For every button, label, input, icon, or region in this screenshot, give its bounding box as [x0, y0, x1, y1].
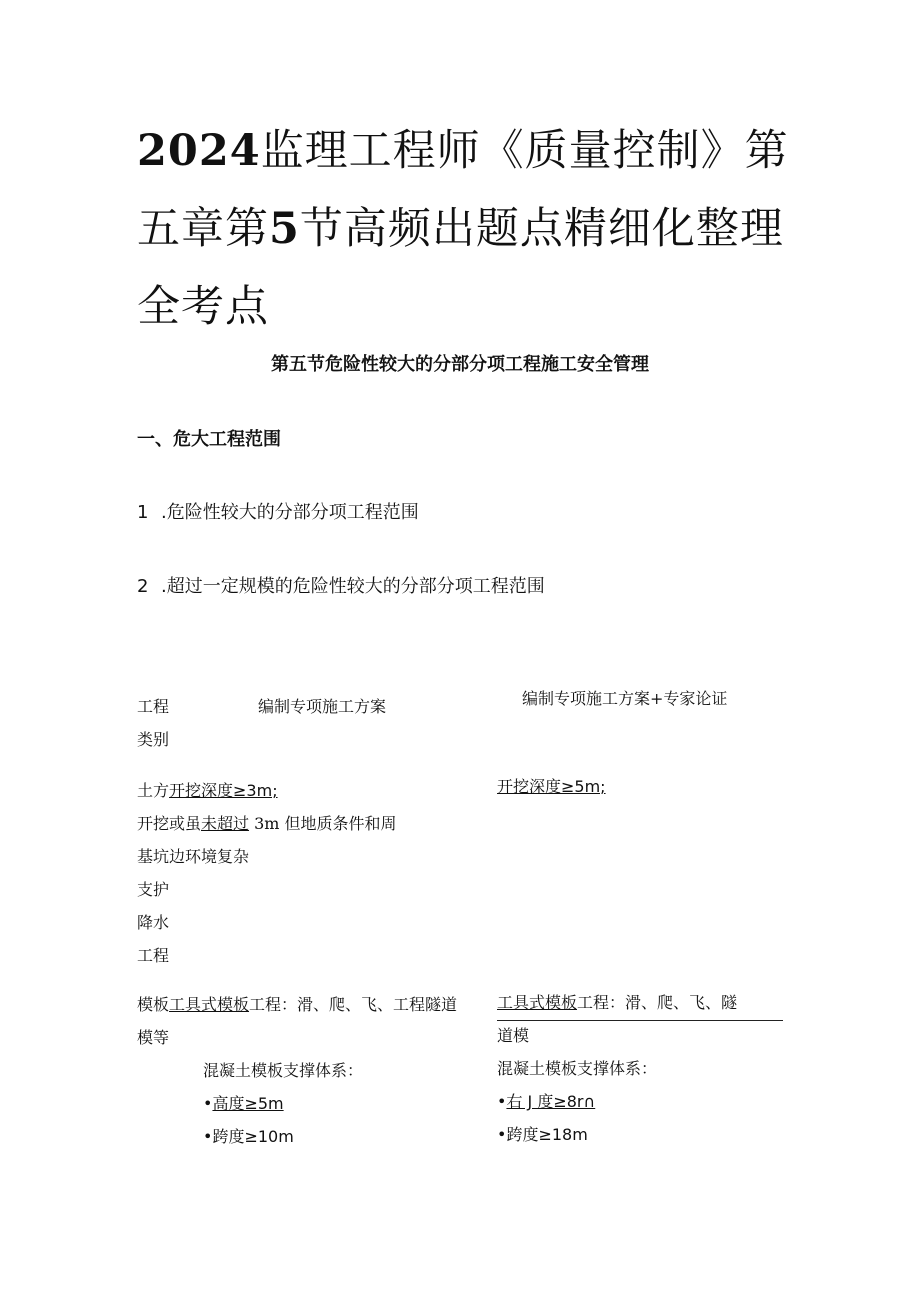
table-row-2-line2: 模等 — [137, 1028, 170, 1047]
list-item — [137, 572, 545, 598]
table-row-1-line2: 开挖或虽未超过 3m 但地质条件和周 — [137, 814, 397, 833]
list-item-number: 1 — [137, 502, 149, 523]
title-text-2: 节高频出题点精细化整理全考点 — [137, 204, 784, 332]
bullet: • — [497, 1125, 507, 1144]
divider-line — [497, 1020, 783, 1021]
table-header-category-line2: 类别 — [137, 730, 170, 749]
list-item-number: 2 — [137, 576, 149, 597]
table-row-2-right-line1: 工具式模板工程：滑、爬、飞、隧 — [497, 993, 738, 1012]
document-title — [137, 112, 797, 346]
title-year: 2024 — [137, 126, 261, 176]
bullet: • — [203, 1127, 213, 1146]
table-row-2-line1: 模板工具式模板工程：滑、爬、飞、工程隧道 — [137, 995, 458, 1014]
table-row-1-line3: 基坑边环境复杂 — [137, 847, 250, 866]
table-row-2-right-line3: 混凝土模板支撑体系： — [497, 1059, 658, 1078]
table-row-1-line6: 工程 — [137, 946, 170, 965]
table-row-1-line1: 土方开挖深度≥3m; — [137, 781, 278, 800]
heading-scope: 一、危大工程范围 — [137, 429, 281, 450]
list-item-text: .危险性较大的分部分项工程范围 — [161, 502, 419, 523]
list-item-text: .超过一定规模的危险性较大的分部分项工程范围 — [161, 576, 545, 597]
table-row-2-line5: •跨度≥10m — [203, 1127, 294, 1146]
title-chapter-number: 5 — [269, 204, 300, 254]
table-header-plan-expert: 编制专项施工方案+专家论证 — [522, 689, 728, 708]
table-row-2-line3: 混凝土模板支撑体系： — [203, 1061, 364, 1080]
table-header-category-line1: 工程 — [137, 697, 170, 716]
table-row-2-right-line2: 道模 — [497, 1026, 530, 1045]
table-row-2-right-line5: •跨度≥18m — [497, 1125, 588, 1144]
title-text-1: 监理工程师《质量控制》第五章第 — [137, 126, 789, 254]
list-item — [137, 498, 419, 524]
table-header-plan: 编制专项施工方案 — [258, 697, 387, 716]
table-row-1-line4: 支护 — [137, 880, 170, 899]
table-row-2-line4: •高度≥5m — [203, 1094, 284, 1113]
table-row-2-right-line4: •右 J 度≥8r∩ — [497, 1092, 596, 1111]
table-row-1-right: 开挖深度≥5m; — [497, 777, 606, 796]
section-title: 第五节危险性较大的分部分项工程施工安全管理 — [271, 354, 649, 375]
table-row-1-line5: 降水 — [137, 913, 170, 932]
bullet: • — [203, 1094, 213, 1113]
bullet: • — [497, 1092, 507, 1111]
